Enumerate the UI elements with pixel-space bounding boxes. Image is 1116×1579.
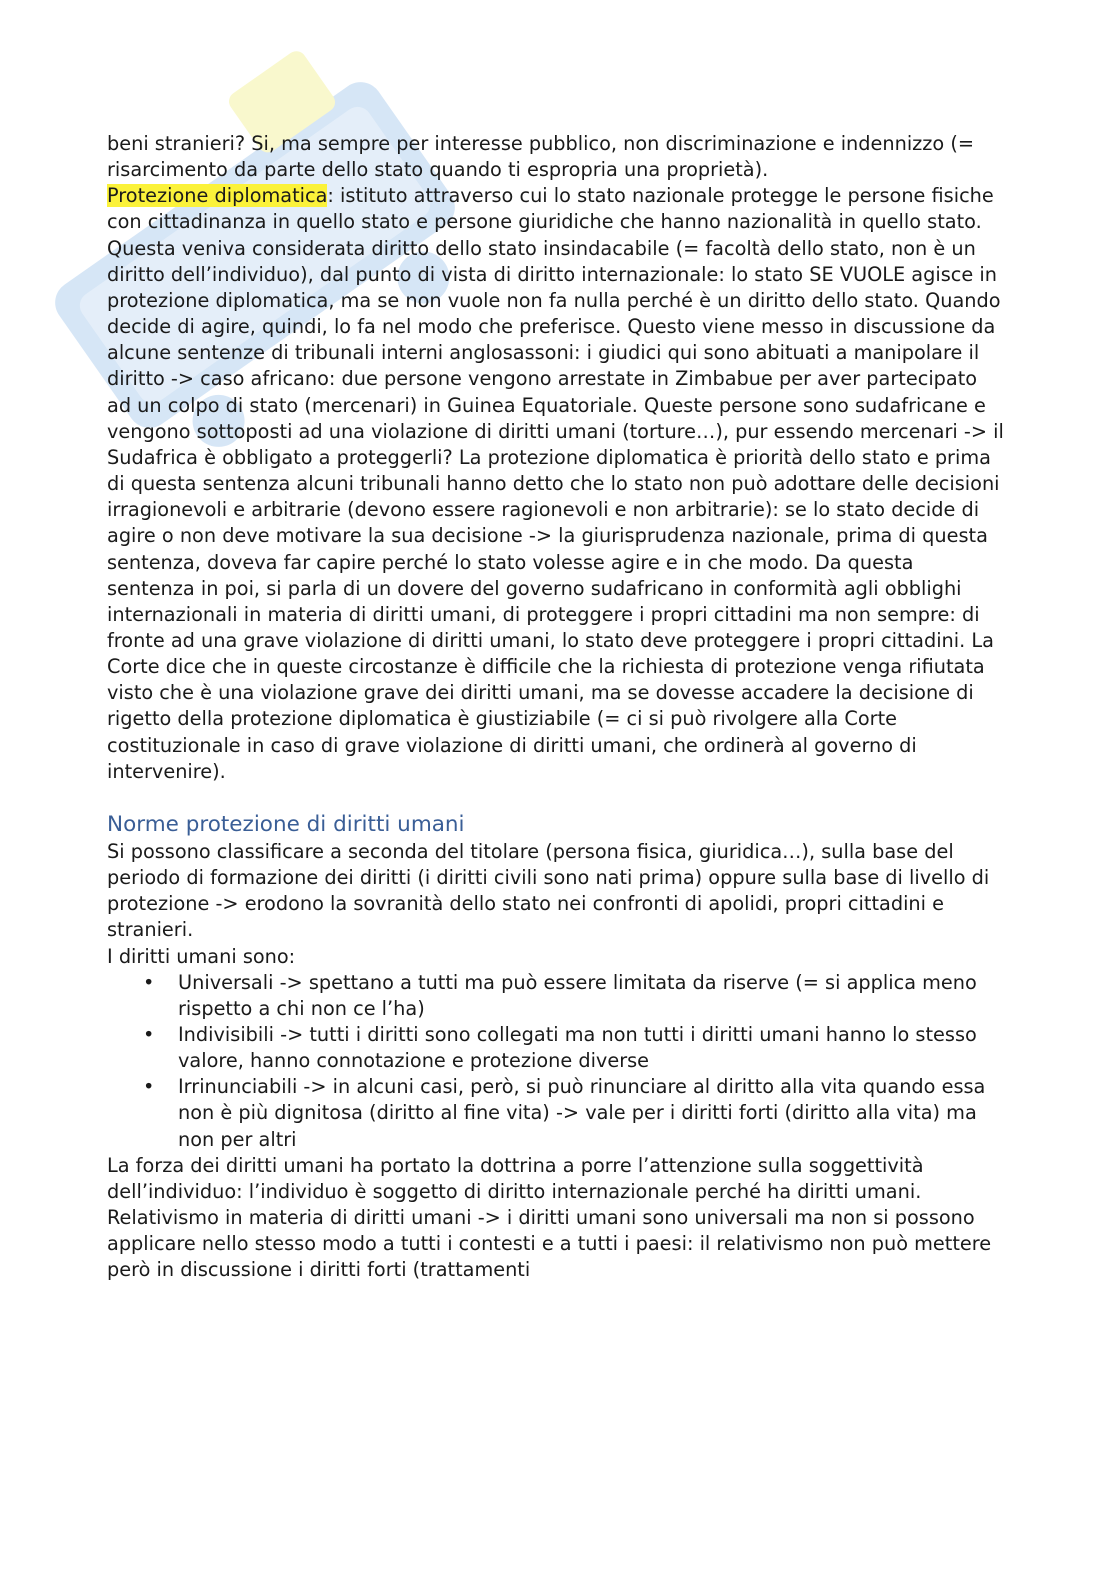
- list-item: [107, 1022, 1007, 1074]
- list-item: [107, 970, 1007, 1022]
- highlighted-term: Protezione diplomatica: [107, 184, 328, 208]
- bullet-icon: •: [143, 1075, 155, 1099]
- paragraph-diplomatic-protection-text: : istituto attraverso cui lo stato nazionale protegge le persone fisiche con cittadinanza in quello stato e persone giuridiche che hanno nazionalità in quello stato. Questa veniva considerata diritto dello stato insindacabile (= facoltà dello stato, non è un diritto dell’individuo), dal punto di vista di diritto internazionale: lo stato SE VUOLE agisce in protezione diplomatica, ma se non vuole non fa nulla perché è un diritto dello stato. Quando decide di agire, quindi, lo fa nel modo che preferisce. Questo viene messo in discussione da alcune sentenze di tribunali interni anglosassoni: i giudici qui sono abituati a manipolare il diritto -> caso africano: due persone vengono arrestate in Zimbabue per aver partecipato ad un colpo di stato (mercenari) in Guinea Equatoriale. Queste persone sono sudafricane e vengono sottoposti ad una violazione di diritti umani (torture…), pur essendo mercenari -> il Sudafrica è obbligato a proteggerli? La protezione diplomatica è priorità dello stato e prima di questa sentenza alcuni tribunali hanno detto che lo stato non può adottare delle decisioni irragionevoli e arbitrarie (devono essere ragionevoli e non arbitrarie): se lo stato decide di agire o non deve motivare la sua decisione -> la giurisprudenza nazionale, prima di questa sentenza, doveva far capire perché lo stato volesse agire e in che modo. Da questa sentenza in poi, si parla di un dovere del governo sudafricano in conformità agli obblighi internazionali in materia di diritti umani, di proteggere i propri cittadini ma non sempre: di fronte ad una grave violazione di diritti umani, lo stato deve proteggere i propri cittadini. La Corte dice che in queste circostanze è difficile che la richiesta di protezione venga rifiutata visto che è una violazione grave dei diritti umani, ma se dovesse accadere la decisione di rigetto della protezione diplomatica è giustiziabile (= ci si può rivolgere alla Corte costituzionale in caso di grave violazione di diritti umani, che ordinerà al governo di intervenire).: [107, 184, 1004, 783]
- document-page: [107, 131, 1007, 1284]
- bullet-icon: •: [143, 970, 155, 994]
- paragraph-expropriation: beni stranieri? Si, ma sempre per interesse pubblico, non discriminazione e indennizzo (= risarcimento da parte dello stato quando ti espropria una proprietà).: [107, 132, 975, 182]
- paragraph-diplomatic-protection: [107, 183, 1007, 785]
- paragraph-relativism: Relativismo in materia di diritti umani -> i diritti umani sono universali ma non si possono applicare nello stesso modo a tutti i contesti e a tutti i paesi: il relativismo non può mettere però in discussione i diritti forti (trattamenti: [107, 1206, 992, 1282]
- section-heading: Norme protezione di diritti umani: [107, 811, 465, 837]
- bullet-icon: •: [143, 1023, 155, 1046]
- rights-list: [107, 970, 1007, 1153]
- list-item-text: Universali -> spettano a tutti ma può essere limitata da riserve (= si applica meno rispetto a chi non ce l’ha): [178, 970, 977, 1020]
- paragraph-classification: Si possono classificare a seconda del titolare (persona fisica, giuridica…), sulla base del periodo di formazione dei diritti (i diritti civili sono nati prima) oppure sulla base di livello di protezione -> erodono la sovranità dello stato nei confronti di apolidi, propri cittadini e stranieri.: [107, 839, 990, 942]
- list-item: [107, 1074, 1007, 1152]
- paragraph-subjectivity: La forza dei diritti umani ha portato la dottrina a porre l’attenzione sulla soggettività dell’individuo: l’individuo è soggetto di diritto internazionale perché ha diritti umani.: [107, 1153, 924, 1203]
- list-intro: I diritti umani sono:: [107, 944, 296, 968]
- list-item-text: Irrinunciabili -> in alcuni casi, però, si può rinunciare al diritto alla vita quando essa non è più dignitosa (diritto al fine vita) -> vale per i diritti forti (diritto alla vita) ma non per altri: [178, 1075, 986, 1151]
- list-item-text: Indivisibili -> tutti i diritti sono collegati ma non tutti i diritti umani hanno lo stesso valore, hanno connotazione e protezione diverse: [178, 1023, 977, 1073]
